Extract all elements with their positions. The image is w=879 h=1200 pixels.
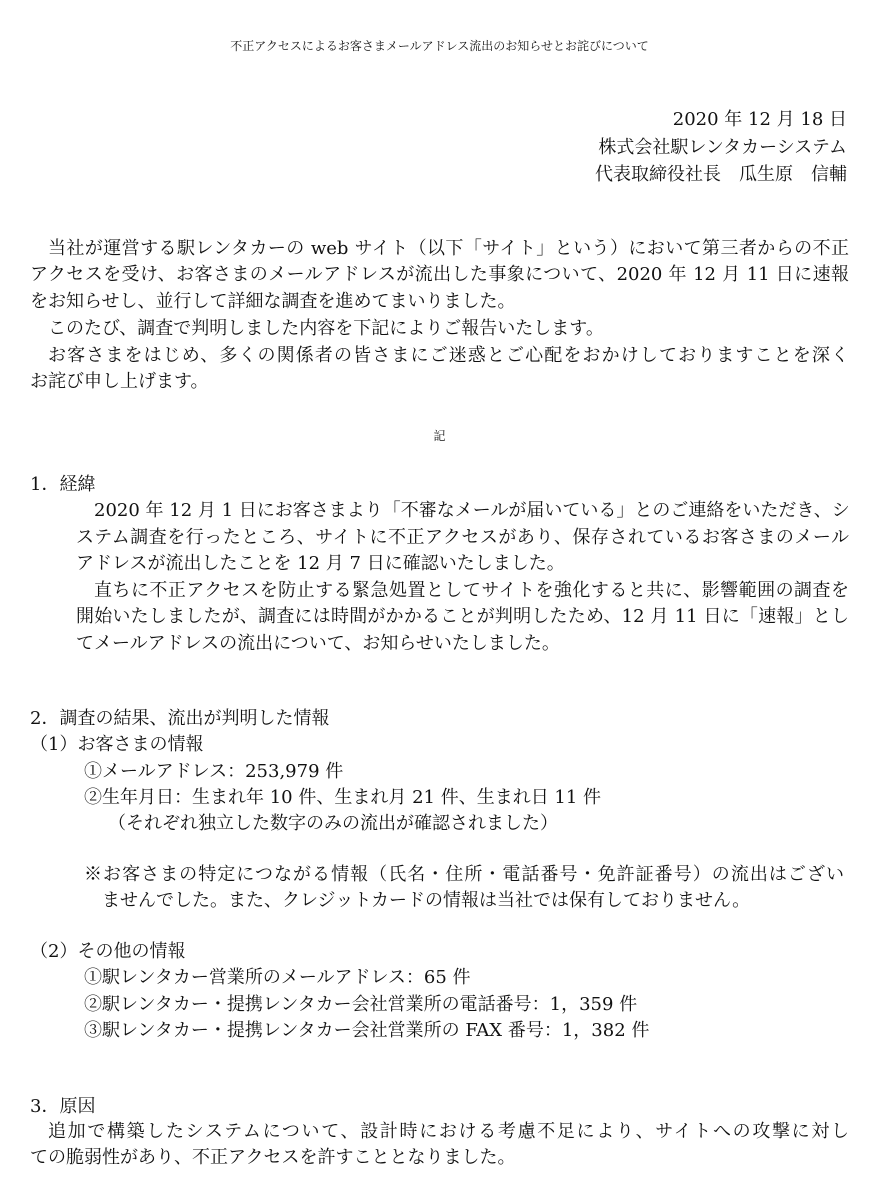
issue-date: 2020 年 12 月 18 日 (672, 109, 847, 130)
note-line: ませんでした。また、クレジットカードの情報は当社では保有しておりません。 (102, 890, 751, 911)
section1-line: てメールアドレスの流出について、お知らせいたしました。 (76, 633, 560, 654)
section1-line: 2020 年 12 月 1 日にお客さまより「不審なメールが届いている」とのご連絡をいただき、シ (94, 500, 850, 521)
list-item: ③駅レンタカー・提携レンタカー会社営業所の FAX 番号：1，382 件 (84, 1020, 650, 1041)
section3-line: ての脆弱性があり、不正アクセスを許すこととなりました。 (30, 1147, 516, 1168)
note-line: ※お客さまの特定につながる情報（氏名・住所・電話番号・免許証番号）の流出はござい (84, 864, 844, 885)
section1-line: 直ちに不正アクセスを防止する緊急処置としてサイトを強化すると共に、影響範囲の調査を (94, 580, 849, 601)
intro-line: をお知らせし、並行して詳細な調査を進めてまいりました。 (30, 291, 516, 312)
ki-heading: 記 (433, 429, 446, 443)
list-item: ①駅レンタカー営業所のメールアドレス：65 件 (84, 967, 471, 988)
representative-name: 代表取締役社長 瓜生原 信輔 (595, 164, 847, 185)
intro-line: お客さまをはじめ、多くの関係者の皆さまにご迷惑とご心配をおかけしておりますことを深く (48, 345, 849, 366)
section1-line: アドレスが流出したことを 12 月 7 日に確認いたしました。 (76, 553, 565, 574)
intro-line: アクセスを受け、お客さまのメールアドレスが流出した事象について、2020 年 12 月 11 日に速報 (30, 264, 849, 285)
subsection-heading: （2）その他の情報 (30, 941, 186, 962)
intro-line: このたび、調査で判明しました内容を下記によりご報告いたします。 (48, 318, 604, 339)
document-title: 不正アクセスによるお客さまメールアドレス流出のお知らせとお詫びについて (230, 39, 649, 53)
list-item-note: （それぞれ独立した数字のみの流出が確認されました） (108, 813, 558, 834)
section-heading: 3．原因 (30, 1096, 96, 1117)
list-item: ①メールアドレス：253,979 件 (84, 761, 344, 782)
list-item: ②駅レンタカー・提携レンタカー会社営業所の電話番号：1，359 件 (84, 994, 638, 1015)
section-heading: 2．調査の結果、流出が判明した情報 (30, 708, 330, 729)
company-name: 株式会社駅レンタカーシステム (598, 137, 847, 158)
list-item: ②生年月日：生まれ年 10 件、生まれ月 21 件、生まれ日 11 件 (84, 787, 602, 808)
section1-line: 開始いたしましたが、調査には時間がかかることが判明したため、12 月 11 日に「速報」とし (76, 606, 849, 627)
intro-line: お詫び申し上げます。 (30, 371, 209, 392)
subsection-heading: （1）お客さまの情報 (30, 734, 204, 755)
section3-line: 追加で構築したシステムについて、設計時における考慮不足により、サイトへの攻撃に対し (48, 1121, 849, 1142)
section1-line: ステム調査を行ったところ、サイトに不正アクセスがあり、保存されているお客さまのメール (76, 527, 849, 548)
intro-line: 当社が運営する駅レンタカーの web サイト（以下「サイト」という）において第三者からの不正 (48, 238, 849, 259)
section-heading: 1．経緯 (30, 474, 96, 495)
